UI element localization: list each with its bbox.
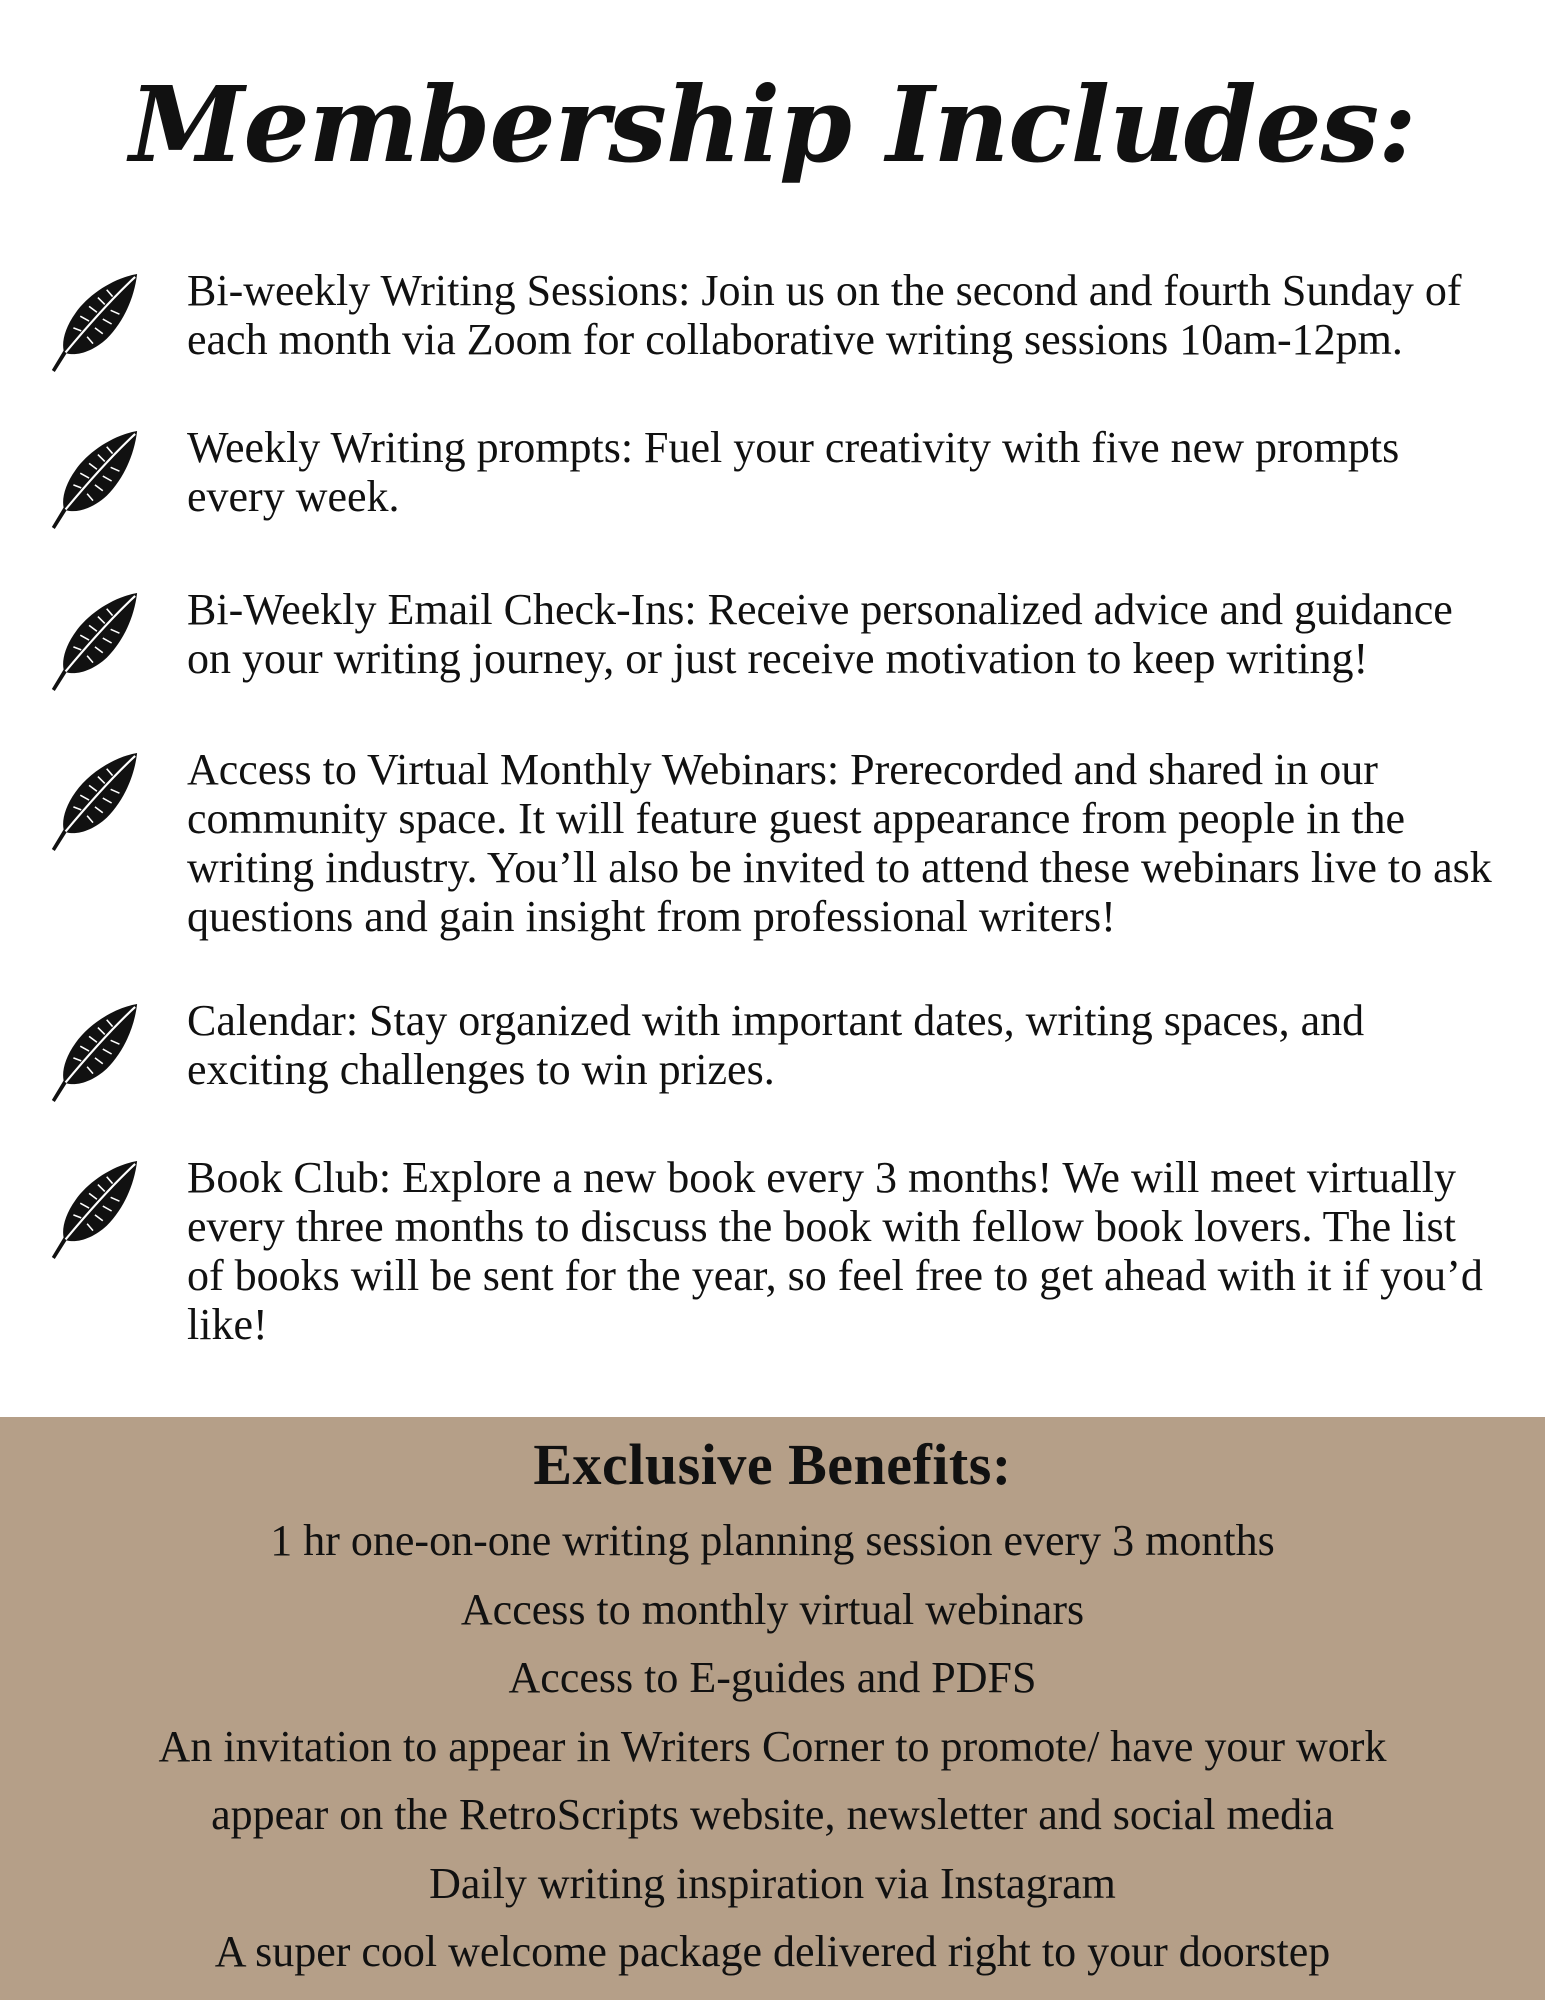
item-text: Access to Virtual Monthly Webinars: Prerecorded and shared in our community space. It will feature guest appearance from people in the writing industry. You’ll also be invited to attend these webinars live to ask questions and gain insight from professional writers!: [187, 745, 1492, 941]
benefit-line: A super cool welcome package delivered right to your doorstep: [214, 1927, 1331, 1976]
benefit-line: Access to E-guides and PDFS: [508, 1653, 1037, 1702]
benefit-line: Daily writing inspiration via Instagram: [429, 1858, 1116, 1908]
benefit-line: appear on the RetroScripts website, newsletter and social media: [211, 1790, 1334, 1839]
item-text: Book Club: Explore a new book every 3 months! We will meet virtually every three months to discuss the book with fellow book lovers. The list of books will be sent for the year, so feel free to get ahead with it if you’d like!: [187, 1153, 1483, 1349]
feather-quill-icon: [44, 1002, 142, 1106]
item-text: Bi-Weekly Email Check-Ins: Receive personalized advice and guidance on your writing journey, or just receive motivation to keep writing!: [187, 585, 1453, 683]
exclusive-benefits-panel: [0, 1417, 1545, 2000]
benefit-line: Access to monthly virtual webinars: [460, 1584, 1085, 1634]
item-text: Weekly Writing prompts: Fuel your creativity with five new prompts every week.: [187, 423, 1400, 521]
feather-quill-icon: [44, 272, 142, 376]
feather-quill-icon: [44, 591, 142, 695]
item-text: Bi-weekly Writing Sessions: Join us on the second and fourth Sunday of each month via Zoom for collaborative writing sessions 10am-12pm.: [187, 266, 1462, 364]
feather-quill-icon: [44, 429, 142, 533]
feather-quill-icon: [44, 751, 142, 855]
benefits-title: Exclusive Benefits:: [533, 1432, 1012, 1497]
benefits-list: [0, 1507, 1545, 1987]
item-text: Calendar: Stay organized with important dates, writing spaces, and exciting challenges to win prizes.: [187, 996, 1365, 1094]
benefit-line: An invitation to appear in Writers Corner to promote/ have your work: [158, 1721, 1387, 1771]
benefit-line: 1 hr one-on-one writing planning session every 3 months: [270, 1516, 1275, 1565]
feather-quill-icon: [44, 1159, 142, 1263]
page-title: Membership Includes:: [129, 63, 1416, 186]
